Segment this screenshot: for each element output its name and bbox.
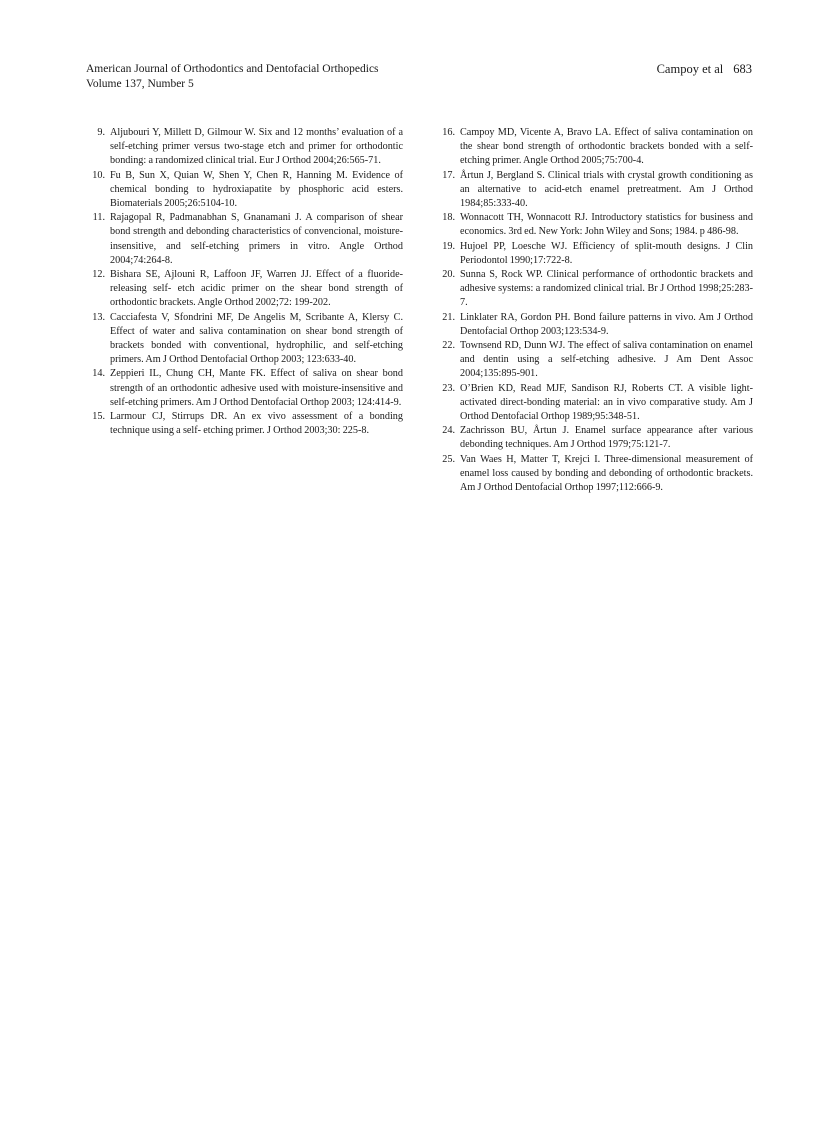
reference-text: Bishara SE, Ajlouni R, Laffoon JF, Warren JJ. Effect of a fluoride-releasing self- etch acidic primer on the shear bond strength of orthodontic brackets. Angle Orthod 2002;72: 199-202. xyxy=(110,269,403,309)
reference-text: Aljubouri Y, Millett D, Gilmour W. Six and 12 months’ evaluation of a self-etching primer versus two-stage etch and primer for orthodontic bonding: a randomized clinical trial. Eur J Orthod 2004;26:565-71. xyxy=(110,127,403,167)
reference-number: 20. xyxy=(442,269,455,281)
reference-item xyxy=(436,311,753,339)
reference-item xyxy=(436,424,753,452)
reference-item xyxy=(86,367,403,410)
reference-text: O’Brien KD, Read MJF, Sandison RJ, Roberts CT. A visible light-activated direct-bonding material: an in vivo comparative study. Am J Orthod Dentofacial Orthop 1989;95:348-51. xyxy=(460,382,753,423)
reference-item xyxy=(436,240,753,268)
reference-number: 18. xyxy=(442,212,455,224)
reference-text: Hujoel PP, Loesche WJ. Efficiency of split-mouth designs. J Clin Periodontol 1990;17:722-8. xyxy=(460,240,753,266)
reference-number: 25. xyxy=(442,453,455,465)
reference-text: Linklater RA, Gordon PH. Bond failure patterns in vivo. Am J Orthod Dentofacial Orthop 2003;123:534-9. xyxy=(460,311,753,337)
journal-title: American Journal of Orthodontics and Dentofacial Orthopedics xyxy=(86,63,379,75)
reference-item xyxy=(86,311,403,368)
reference-item xyxy=(86,410,403,438)
reference-item xyxy=(436,126,753,169)
reference-item xyxy=(86,126,403,169)
reference-item xyxy=(436,211,753,239)
reference-text: Zeppieri IL, Chung CH, Mante FK. Effect of saliva on shear bond strength of an orthodontic adhesive used with moisture-insensitive and self-etching primers. Am J Orthod Dentofacial Orthop 2003; 124:414-9. xyxy=(110,368,403,408)
reference-item xyxy=(436,339,753,382)
reference-number: 17. xyxy=(442,169,455,181)
page-info xyxy=(657,62,752,77)
reference-number: 15. xyxy=(92,411,105,423)
running-authors: Campoy et al xyxy=(656,62,724,76)
reference-number: 21. xyxy=(442,311,455,323)
reference-item xyxy=(86,169,403,212)
reference-number: 19. xyxy=(442,240,455,252)
reference-number: 16. xyxy=(442,127,455,138)
reference-item xyxy=(436,453,753,496)
reference-number: 13. xyxy=(92,311,105,323)
reference-number: 22. xyxy=(442,340,455,352)
reference-number: 9. xyxy=(97,127,105,138)
references-right-column xyxy=(436,126,753,495)
reference-item xyxy=(436,268,753,311)
journal-volume: Volume 137, Number 5 xyxy=(86,78,194,90)
reference-text: Sunna S, Rock WP. Clinical performance of orthodontic brackets and adhesive systems: a randomized clinical trial. Br J Orthod 1998;25:283-7. xyxy=(460,269,753,309)
reference-text: Wonnacott TH, Wonnacott RJ. Introductory statistics for business and economics. 3rd ed. New York: John Wiley and Sons; 1984. p 486-98. xyxy=(460,212,753,238)
reference-number: 10. xyxy=(92,169,105,181)
reference-text: Rajagopal R, Padmanabhan S, Gnanamani J. A comparison of shear bond strength and debonding characteristics of convencional, moisture-insensitive, and self-etching primers in vitro. Angle Orthod 2004;74:264-8. xyxy=(110,212,403,266)
reference-number: 23. xyxy=(442,382,455,394)
reference-text: Van Waes H, Matter T, Krejci I. Three-dimensional measurement of enamel loss caused by bonding and debonding of orthodontic brackets. Am J Orthod Dentofacial Orthop 1997;112:666-9. xyxy=(460,453,753,494)
reference-list-left xyxy=(86,126,403,438)
reference-item xyxy=(86,268,403,311)
reference-number: 24. xyxy=(442,425,455,437)
reference-text: Townsend RD, Dunn WJ. The effect of saliva contamination on enamel and dentin using a self-etching adhesive. J Am Dent Assoc 2004;135:895-901. xyxy=(460,340,753,380)
reference-text: Årtun J, Bergland S. Clinical trials with crystal growth conditioning as an alternative to acid-etch enamel pretreatment. Am J Orthod 1984;85:333-40. xyxy=(460,169,753,210)
reference-text: Zachrisson BU, Årtun J. Enamel surface appearance after various debonding techniques. Am J Orthod 1979;75:121-7. xyxy=(460,425,753,451)
reference-item xyxy=(86,211,403,268)
reference-text: Cacciafesta V, Sfondrini MF, De Angelis M, Scribante A, Klersy C. Effect of water and saliva contamination on shear bond strength of brackets bonded with conventional, hydrophilic, and self-etching primers. Am J Orthod Dentofacial Orthop 2003; 123:633-40. xyxy=(110,311,403,366)
reference-text: Campoy MD, Vicente A, Bravo LA. Effect of saliva contamination on the shear bond strength of orthodontic brackets bonded with a self-etching primer. Angle Orthod 2005;75:700-4. xyxy=(460,127,753,167)
reference-list-right xyxy=(436,126,753,495)
page-number: 683 xyxy=(733,62,752,76)
reference-number: 12. xyxy=(92,269,105,281)
reference-text: Larmour CJ, Stirrups DR. An ex vivo assessment of a bonding technique using a self- etching primer. J Orthod 2003;30: 225-8. xyxy=(110,411,403,437)
reference-item xyxy=(436,382,753,425)
reference-number: 14. xyxy=(92,368,105,380)
reference-item xyxy=(436,169,753,212)
reference-text: Fu B, Sun X, Quian W, Shen Y, Chen R, Hanning M. Evidence of chemical bonding to hydroxiapatite by phosphoric acid esters. Biomaterials 2005;26:5104-10. xyxy=(110,169,403,210)
references-left-column xyxy=(86,126,403,438)
reference-number: 11. xyxy=(92,212,105,224)
journal-info xyxy=(86,62,379,92)
